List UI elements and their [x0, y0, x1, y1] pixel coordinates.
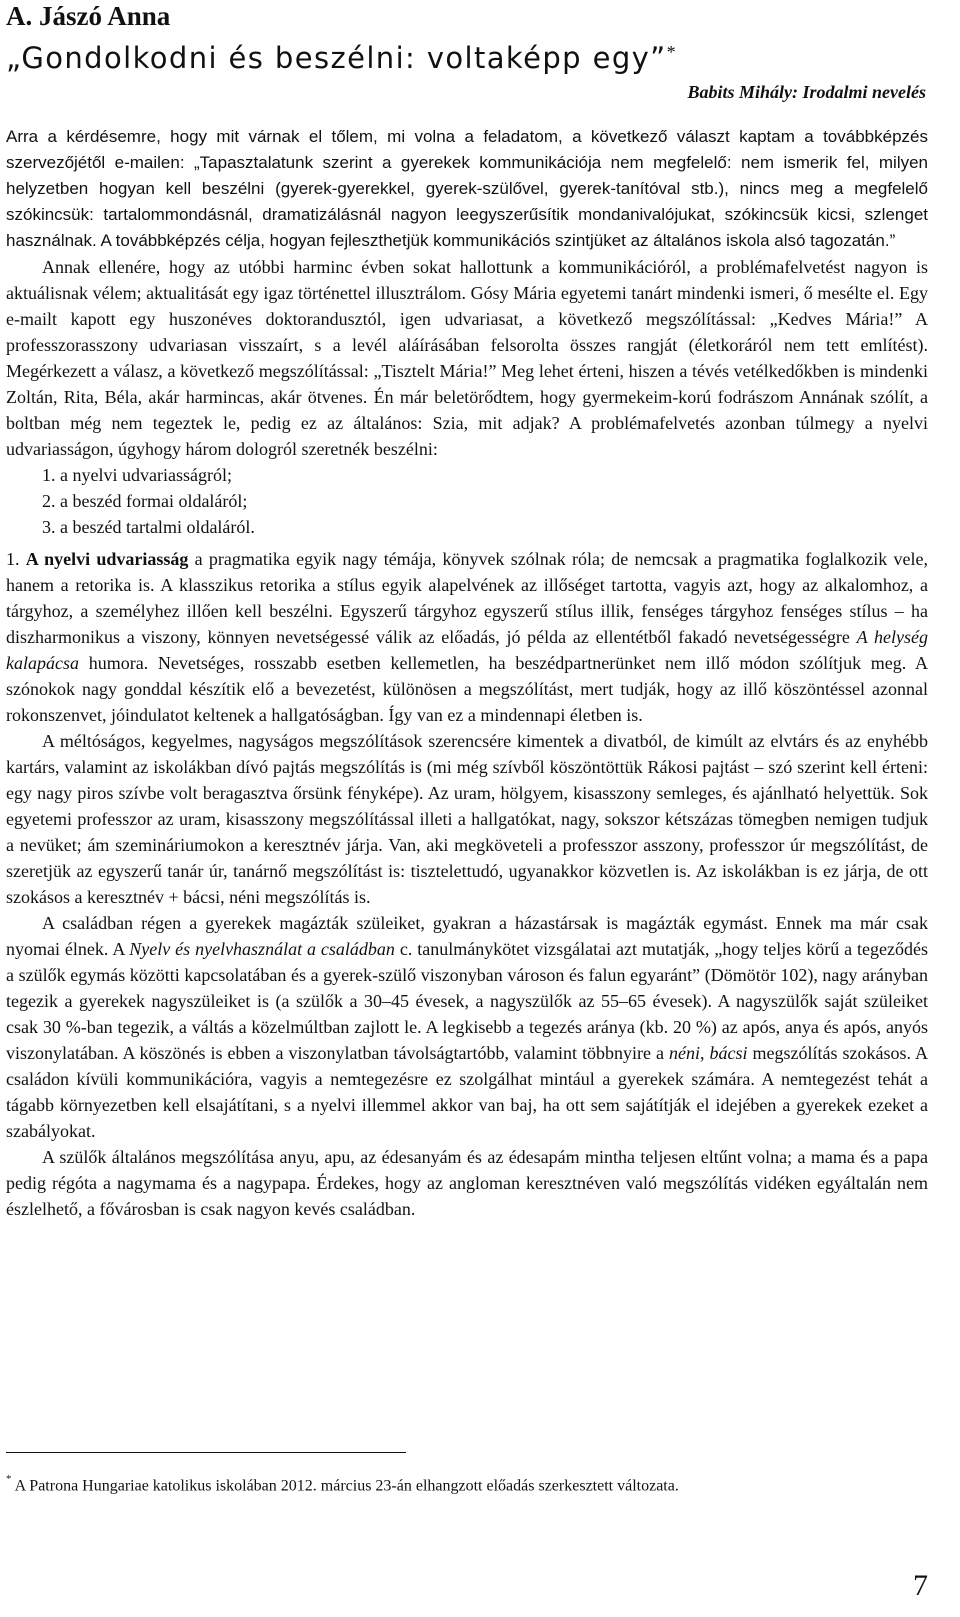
section-1-paragraph [6, 546, 928, 728]
family-text-a: A családban régen a gyerekek magázták szüleiket, gyakran a házastársak is magázták egymást. Ennek ma már csak nyomai élnek. A [6, 913, 928, 959]
term-neni: néni [668, 1043, 700, 1063]
title-text: „Gondolkodni és beszélni: voltaképp egy” [6, 41, 667, 75]
page-title [6, 38, 677, 78]
section-1-text-a: a pragmatika egyik nagy témája, könyvek szólnak róla; de nemcsak a pragmatika foglalkozik vele, hanem a retorika is. A klasszikus retorika a stílus egyik alapelvének az illőséget tartotta, vagyis azt, hogy az alkalomhoz, a tárgyhoz, a személyhez illően kell beszélni. Egyszerű tárgyhoz egyszerű stílus illik, fenséges tárgyhoz fenséges stílus – ha diszharmonikus a viszony, könnyen nevetségessé válik az előadás, jó példa az ellentétből fakadó nevetségességre [6, 549, 928, 647]
section-number: 1. [6, 549, 26, 569]
footnote-divider [6, 1452, 406, 1453]
book-title: Nyelv és nyelvhasználat a családban [129, 939, 395, 959]
footnote-mark: * [6, 1473, 12, 1485]
term-bacsi: bácsi [709, 1043, 748, 1063]
work-title: A helység kalapácsa [6, 627, 928, 673]
family-paragraph [6, 910, 928, 1144]
list-item: 1. a nyelvi udvariasságról; [42, 465, 232, 485]
author-name: A. Jászó Anna [6, 1, 171, 31]
list-item: 2. a beszéd formai oldaláról; [42, 491, 248, 511]
topic-list [6, 462, 928, 540]
motto: Babits Mihály: Irodalmi nevelés [687, 82, 926, 102]
intro-text: Arra a kérdésemre, hogy mit várnak el tőlem, mi volna a feladatom, a következő választ kaptam a továbbképzés szervezőjétől e-mailen: [6, 127, 928, 172]
family-text-b: c. tanulmánykötet vizsgálatai azt mutatják, „hogy teljes körű a tegeződés a szülők egymás közötti kapcsolatában és a gyerek-szülő viszonyban városon és falun egyaránt” (Dömötör 102), nagy arányban tegezik a gyerekek nagyszüleiket is (a szülők a 30–45 évesek, a nagyszülők az 55–65 évesek). A nagyszülők saját szüleiket csak 30 %-ban tegezik, a váltás a közelmúltban zajlott le. A legkisebb a tegezés aránya (kb. 20 %) az após, anya és após, anyós viszonylatában. A köszönés is ebben a viszonylatban távolságtartóbb, valamint többnyire a [6, 939, 928, 1063]
section-1-text-b: humora. Nevetséges, rosszabb esetben kellemetlen, ha beszédpartnerünket nem illő módon szólítjuk meg. A szónokok nagy gonddal készítik elő a bevezetést, különösen a megszólítást, mert tudják, hogy az illő köszöntéssel azonnal rokonszenvet, jóindulatot keltenek a hallgatóságban. Így van ez a mindennapi életben is. [6, 653, 928, 725]
footnote [6, 1470, 679, 1497]
intro-paragraph [6, 124, 928, 254]
title-footnote-mark: * [666, 42, 678, 62]
intro-quote: „Tapasztalatunk szerint a gyerekek kommunikációja nem megfelelő: nem ismerik fel, milyen helyzetben hogyan kell beszélni (gyerek-gyerekkel, gyerek-szülővel, gyerek-tanítóval stb.), nincs meg a megfelelő szókincsük: tartalommondásnál, dramatizálásnál nagyon leegyszerűsítik mondanivalójukat, szókincsük kicsi, szlenget használnak. A továbbképzés célja, hogyan fejleszthetjük kommunikációs szintjüket az általános iskola alsó tagozatán.” [6, 153, 928, 250]
article-body [6, 124, 928, 1222]
family-text-c: , [699, 1043, 710, 1063]
page-number: 7 [913, 1569, 928, 1602]
family-text-d: megszólítás szokásos. A családon kívüli kommunikációra, vagyis a nemtegezésre ez szolgálhat mintául a gyerekek számára. A nemtegezést tehát a tágabb környezetben kell elsajátítani, s a nyelvi illemmel akkor van baj, ha ott sem sajátítják el idejében a gyerekek ezeket a szabályokat. [6, 1043, 928, 1141]
problem-paragraph: Annak ellenére, hogy az utóbbi harminc évben sokat hallottunk a kommunikációról, a problémafelvetést nagyon is aktuálisnak vélem; aktualitását egy igaz történettel illusztrálom. Gósy Mária egyetemi tanárt mindenki ismeri, ő mesélte el. Egy e-mailt kapott egy huszonéves doktorandusztól, igen udvariasat, a következő megszólítással: „Kedves Mária!” A professzorasszony udvariasan visszaírt, s a levél aláírásában felsorolta összes rangját (életkoráról nem tett említést). Megérkezett a válasz, a következő megszólítással: „Tisztelt Mária!” Meg lehet érteni, hiszen a tévés vetélkedőkben is mindenki Zoltán, Rita, Béla, akár harmincas, akár ötvenes. Én már beletörődtem, hogy gyermekeim-korú fodrászom Annának szólít, a boltban még nem tegeztek le, pedig ez az általános: Szia, mit adjak? A problémafelvetés azonban túlmegy a nyelvi udvariasságon, úgyhogy három dologról szeretnék beszélni: [6, 257, 928, 459]
list-item: 3. a beszéd tartalmi oldaláról. [42, 517, 255, 537]
footnote-text: A Patrona Hungariae katolikus iskolában 2012. március 23-án elhangzott előadás szerkesztett változata. [11, 1477, 679, 1495]
parents-address-paragraph: A szülők általános megszólítása anyu, apu, az édesanyám és az édesapám mintha teljesen eltűnt volna; a mama és a papa pedig régóta a nagymama és a nagypapa. Érdekes, hogy az angloman keresztnéven való megszólítás vidéken egyáltalán nem észlelhető, a fővárosban is csak nagyon kevés családban. [6, 1147, 928, 1219]
section-heading: A nyelvi udvariasság [25, 549, 189, 569]
forms-of-address-paragraph: A méltóságos, kegyelmes, nagyságos megszólítások szerencsére kimentek a divatból, de kimúlt az elvtárs és az enyhébb kartárs, valamint az iskolákban dívó pajtás megszólítás is (mi még szívből köszöntöttük Rákosi pajtást – szó szerint kell érteni: egy nagy piros szívbe volt beragasztva őrsünk fényképe). Az uram, hölgyem, kisasszony semleges, és ajánlható helyettük. Sok egyetemi professzor az uram, kisasszony megszólítással illeti a hallgatókat, nagy, sokszor kétszázas tömegben nemigen tudjuk a nevüket; ám szemináriumokon a keresztnév járja. Van, aki megköveteli a professzor asszony, professzor úr megszólítást, de szeretjük az egyszerű tanár úr, tanárnő megszólítást is: tisztelettudó, ugyanakkor közvetlen is. Az iskolákban is ez járja, de ott szokásos a keresztnév + bácsi, néni megszólítás is. [6, 731, 928, 907]
